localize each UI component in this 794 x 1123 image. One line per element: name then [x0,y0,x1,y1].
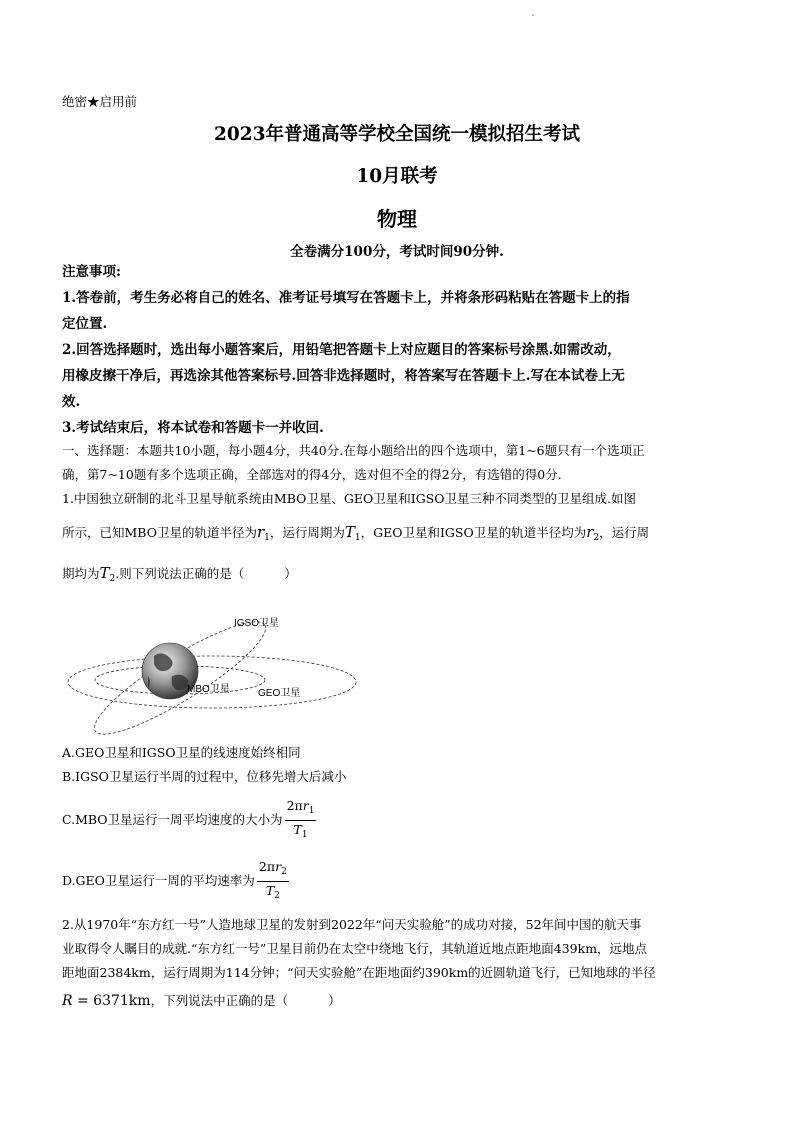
q1-line-3-part-c: ） [284,566,297,581]
section-1-line-2: 确，第7~10题有多个选项正确，全部选对的得4分，选对但不全的得2分，有选错的得0分. [62,467,562,482]
var-T2: T [99,564,110,582]
mbo-label: MBO卫星 [187,684,230,695]
radius-value: = 6371km [72,993,151,1009]
sub-2: 2 [281,867,287,877]
q1-line-1: 1.中国独立研制的北斗卫星导航系统由MBO卫星、GEO卫星和IGSO卫星三种不同类型的卫星组成.如图 [62,491,636,506]
decorative-dot [532,14,534,16]
geo-orbit-outer [68,656,356,708]
confidential-mark: 绝密★启用前 [62,94,138,109]
q1-line-2-part-a: 所示，已知MBO卫星的轨道半径为 [62,525,257,540]
note-1-line-2: 定位置. [62,316,108,332]
sub-2: 2 [593,533,600,543]
q1-option-c-text: C.MBO卫星运行一周平均速度的大小为 [62,812,283,827]
q1-line-3-part-b: .则下列说法正确的是（ [115,566,245,581]
note-2-line-2: 用橡皮擦干净后，再选涂其他答案标号.回答非选择题时，将答案写在答题卡上.写在本试卷上无 [62,368,625,384]
note-2-line-1: 2.回答选择题时，选出每小题答案后，用铅笔把答题卡上对应题目的答案标号涂黑.如需改动， [62,342,621,358]
q1-line-2-part-d: ，运行周 [599,525,650,540]
var-T1: T [344,523,355,541]
note-3: 3.考试结束后，将本试卷和答题卡一并收回. [62,420,324,436]
note-1-line-1: 1.答卷前，考生务必将自己的姓名、准考证号填写在答题卡上，并将条形码粘贴在答题卡上的指 [62,290,630,306]
score-time: 全卷满分100分，考试时间90分钟. [290,244,504,260]
q2-line-1: 2.从1970年“东方红一号”人造地球卫星的发射到2022年“问天实验舱”的成功对接，52年间中国的航天事 [62,917,642,932]
q1-option-d-text: D.GEO卫星运行一周的平均速率为 [62,873,255,888]
q2-line-3: 距地面2384km，运行周期为114分钟；“问天实验舱”在距地面约390km的近圆轨道飞行，已知地球的半径 [62,965,656,980]
sub-1: 1 [354,533,361,543]
exam-subtitle: 10月联考 [356,166,438,187]
q1-option-c [62,797,746,844]
var-T: T [265,883,275,898]
section-1-line-1: 一、选择题：本题共10小题，每小题4分，共40分.在每小题给出的四个选项中，第1~6题只有一个选项正 [62,443,645,458]
var-r: r [302,798,309,813]
q1-option-a: A.GEO卫星和IGSO卫星的线速度始终相同 [62,745,301,760]
var-T: T [293,822,302,837]
exam-title: 2023年普通高等学校全国统一模拟招生考试 [214,124,580,145]
q1-line-3-part-a: 期均为 [62,566,100,581]
note-2-line-3: 效. [62,394,81,410]
q1-option-d [62,858,746,905]
q2-line-4 [62,990,746,1012]
var-r2: r [586,523,594,541]
satellite-orbit-figure [62,610,362,740]
q1-line-2 [62,521,746,549]
q2-line-4-close: ） [328,993,341,1008]
geo-label: GEO卫星 [258,688,301,699]
q1-line-2-part-c: ，GEO卫星和IGSO卫星的轨道半径均为 [360,525,587,540]
sub-2: 2 [274,891,280,901]
notes-heading: 注意事项: [62,264,121,280]
sub-1: 1 [308,806,315,816]
var-r: r [275,859,282,874]
q2-line-2: 业取得令人瞩目的成就.“东方红一号”卫星目前仍在太空中绕地飞行，其轨道近地点距地面439km，远地点 [62,941,648,956]
num-2pi: 2π [286,798,303,813]
fraction-2pi-r1-over-T1 [285,797,317,844]
var-R: R [62,993,73,1009]
q2-line-4-text: ，下列说法中正确的是（ [150,993,289,1008]
igso-label: IGSO卫星 [234,618,280,629]
sub-1: 1 [301,830,308,840]
sub-2: 2 [109,574,116,584]
q1-line-2-part-b: ，运行周期为 [269,525,345,540]
num-2pi: 2π [258,859,276,874]
fraction-2pi-r2-over-T2 [257,858,289,905]
subject-title: 物理 [377,207,417,231]
q1-option-b: B.IGSO卫星运行半周的过程中，位移先增大后减小 [62,769,347,784]
sub-1: 1 [264,533,270,543]
q1-line-3 [62,562,746,590]
var-r1: r [256,523,265,541]
